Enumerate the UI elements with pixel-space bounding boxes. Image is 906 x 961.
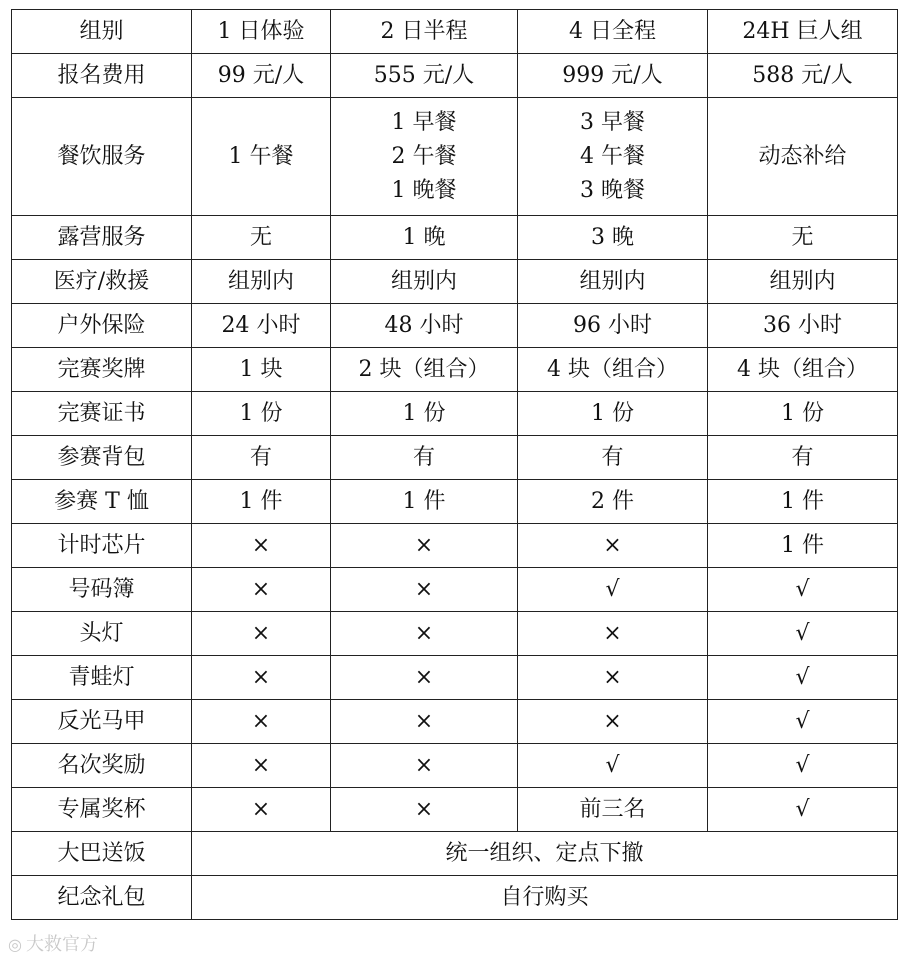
table-cell: 前三名: [518, 788, 708, 832]
table-cell: ×: [331, 744, 518, 788]
table-cell: √: [708, 656, 898, 700]
row-label: 反光马甲: [12, 700, 192, 744]
table-row: [12, 480, 898, 524]
merged-cell: 自行购买: [192, 876, 898, 920]
cell-line: 3 早餐: [580, 109, 645, 135]
table-cell: 24 小时: [192, 304, 331, 348]
table-cell: ×: [331, 568, 518, 612]
table-cell: √: [708, 744, 898, 788]
table-cell: ×: [192, 612, 331, 656]
weibo-icon: ◎: [8, 935, 22, 954]
table-row: [12, 744, 898, 788]
row-label: 露营服务: [12, 216, 192, 260]
table-cell: ×: [331, 524, 518, 568]
header-cell-2day: 2 日半程: [331, 10, 518, 54]
header-row: [12, 10, 898, 54]
table-cell-multiline: [708, 98, 898, 216]
table-cell: 2 块（组合）: [331, 348, 518, 392]
table-cell: ×: [518, 612, 708, 656]
table-cell: ×: [518, 700, 708, 744]
table-cell: 有: [331, 436, 518, 480]
table-cell: ×: [192, 568, 331, 612]
table-cell: 1 份: [192, 392, 331, 436]
table-cell-multiline: [331, 98, 518, 216]
table-cell: 2 件: [518, 480, 708, 524]
table-cell: √: [708, 700, 898, 744]
row-label: 专属奖杯: [12, 788, 192, 832]
table-cell: 1 件: [192, 480, 331, 524]
table-row: [12, 436, 898, 480]
table-cell: 有: [708, 436, 898, 480]
row-label: 青蛙灯: [12, 656, 192, 700]
cell-line: 动态补给: [758, 143, 847, 169]
table-cell: ×: [331, 788, 518, 832]
table-row: [12, 524, 898, 568]
cell-line: 3 晚餐: [580, 177, 645, 203]
watermark-text: 大救官方: [25, 934, 98, 955]
table-cell: √: [518, 568, 708, 612]
row-label: 参赛背包: [12, 436, 192, 480]
table-cell: ×: [518, 656, 708, 700]
table-row: [12, 656, 898, 700]
cell-line: 4 午餐: [580, 143, 645, 169]
row-label: 参赛 T 恤: [12, 480, 192, 524]
row-label: 餐饮服务: [12, 98, 192, 216]
table-cell: 组别内: [518, 260, 708, 304]
header-cell-group: 组别: [12, 10, 192, 54]
table-cell: 无: [192, 216, 331, 260]
table-cell: 1 件: [708, 480, 898, 524]
table-row: [12, 54, 898, 98]
table-cell: 999 元/人: [518, 54, 708, 98]
table-row: [12, 392, 898, 436]
table-cell: 1 块: [192, 348, 331, 392]
table-cell: 1 件: [708, 524, 898, 568]
table-cell: 555 元/人: [331, 54, 518, 98]
table-row: [12, 348, 898, 392]
table-cell: 3 晚: [518, 216, 708, 260]
row-label: 大巴送饭: [12, 832, 192, 876]
row-label: 名次奖励: [12, 744, 192, 788]
table-cell: 48 小时: [331, 304, 518, 348]
header-cell-4day: 4 日全程: [518, 10, 708, 54]
header-cell-24h: 24H 巨人组: [708, 10, 898, 54]
table-cell: ×: [331, 612, 518, 656]
row-label: 医疗/救援: [12, 260, 192, 304]
table-row: [12, 612, 898, 656]
row-label: 号码簿: [12, 568, 192, 612]
table-cell: 99 元/人: [192, 54, 331, 98]
table-cell: 组别内: [192, 260, 331, 304]
table-cell: ×: [192, 656, 331, 700]
cell-line: 1 午餐: [228, 143, 294, 169]
cell-line: 2 午餐: [391, 143, 457, 169]
merged-cell: 统一组织、定点下撤: [192, 832, 898, 876]
table-cell: 无: [708, 216, 898, 260]
table-cell: 96 小时: [518, 304, 708, 348]
table-cell: 1 晚: [331, 216, 518, 260]
table-row: [12, 216, 898, 260]
row-label: 头灯: [12, 612, 192, 656]
table-cell: 1 份: [518, 392, 708, 436]
table-cell-multiline: [518, 98, 708, 216]
cell-line: 1 晚餐: [391, 177, 457, 203]
table-cell: ×: [331, 656, 518, 700]
table-cell: ×: [192, 700, 331, 744]
table-cell: ×: [518, 524, 708, 568]
pricing-table-body: [12, 10, 898, 920]
table-row: [12, 832, 898, 876]
row-label: 完赛奖牌: [12, 348, 192, 392]
table-cell: √: [708, 788, 898, 832]
table-cell: ×: [192, 524, 331, 568]
table-cell: 36 小时: [708, 304, 898, 348]
row-label: 户外保险: [12, 304, 192, 348]
table-row: [12, 98, 898, 216]
watermark: [8, 930, 98, 956]
table-cell: ×: [192, 788, 331, 832]
table-row: [12, 788, 898, 832]
pricing-table: [11, 9, 898, 920]
table-cell: 组别内: [331, 260, 518, 304]
table-cell: 有: [192, 436, 331, 480]
table-row: [12, 304, 898, 348]
table-cell: 组别内: [708, 260, 898, 304]
row-label: 纪念礼包: [12, 876, 192, 920]
table-row: [12, 260, 898, 304]
table-cell: 4 块（组合）: [518, 348, 708, 392]
table-row: [12, 568, 898, 612]
table-cell: √: [518, 744, 708, 788]
row-label: 计时芯片: [12, 524, 192, 568]
table-cell: ×: [331, 700, 518, 744]
table-cell-multiline: [192, 98, 331, 216]
table-cell: √: [708, 568, 898, 612]
table-cell: ×: [192, 744, 331, 788]
table-cell: 4 块（组合）: [708, 348, 898, 392]
table-row: [12, 700, 898, 744]
row-label: 完赛证书: [12, 392, 192, 436]
table-row: [12, 876, 898, 920]
cell-line: 1 早餐: [391, 109, 457, 135]
header-cell-1day: 1 日体验: [192, 10, 331, 54]
table-cell: 1 份: [331, 392, 518, 436]
table-cell: 1 件: [331, 480, 518, 524]
table-cell: 1 份: [708, 392, 898, 436]
table-cell: 有: [518, 436, 708, 480]
table-cell: √: [708, 612, 898, 656]
row-label: 报名费用: [12, 54, 192, 98]
table-cell: 588 元/人: [708, 54, 898, 98]
